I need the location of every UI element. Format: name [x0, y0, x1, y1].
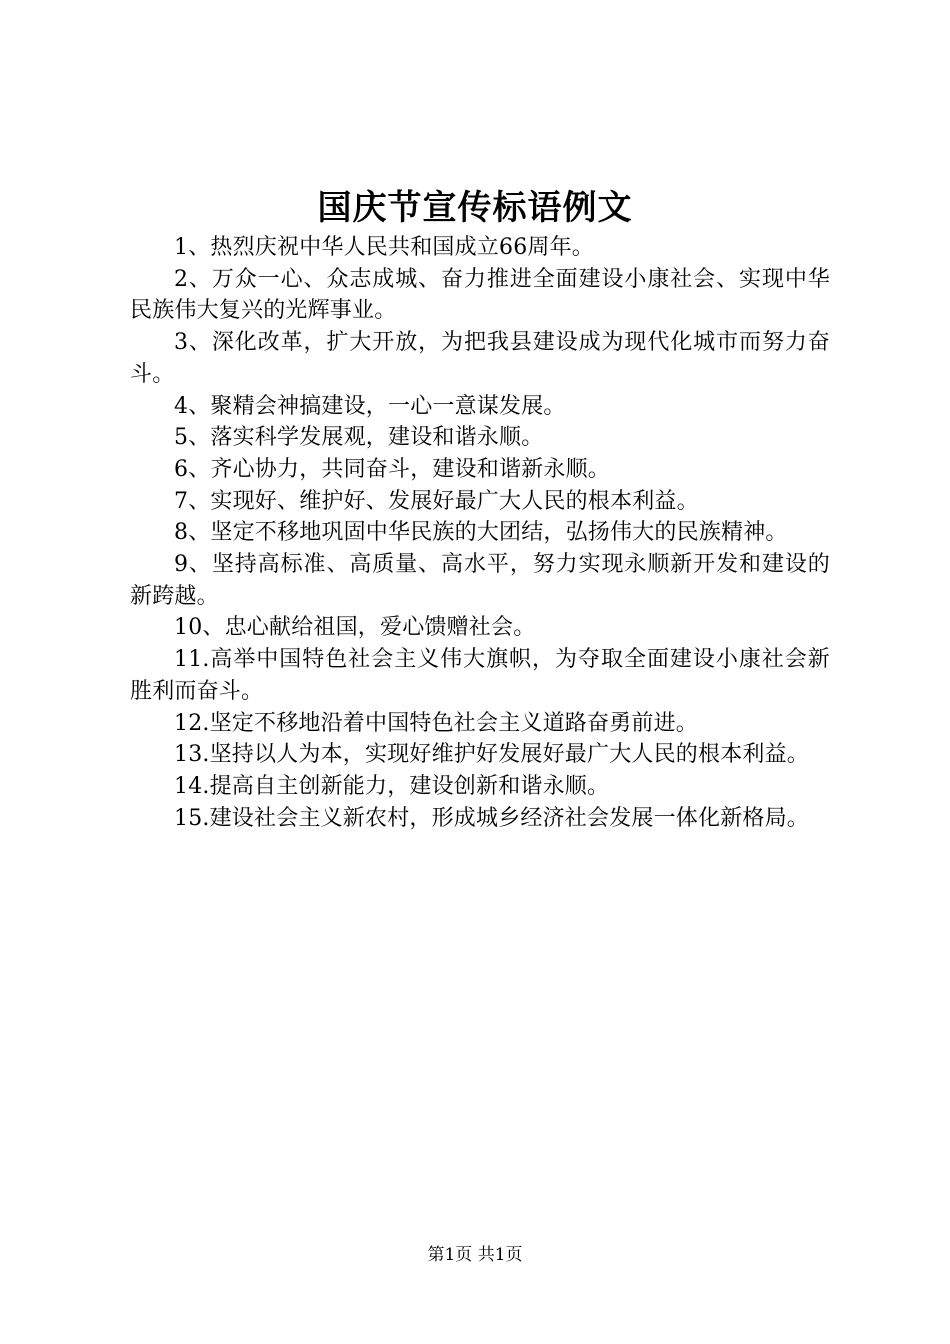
slogan-item: 3、深化改革，扩大开放，为把我县建设成为现代化城市而努力奋斗。	[130, 330, 830, 387]
slogan-list	[130, 232, 830, 834]
page-number-footer: 第1页 共1页	[427, 1245, 523, 1265]
slogan-item: 8、坚定不移地巩固中华民族的大团结，弘扬伟大的民族精神。	[174, 520, 788, 546]
slogan-item: 12.坚定不移地沿着中国特色社会主义道路奋勇前进。	[174, 710, 698, 736]
slogan-item: 13.坚持以人为本，实现好维护好发展好最广大人民的根本利益。	[174, 742, 809, 768]
slogan-item: 5、落实科学发展观，建设和谐永顺。	[174, 425, 544, 451]
slogan-item: 6、齐心协力，共同奋斗，建设和谐新永顺。	[174, 456, 610, 482]
slogan-item: 4、聚精会神搞建设，一心一意谋发展。	[174, 393, 566, 419]
slogan-item: 14.提高自主创新能力，建设创新和谐永顺。	[174, 773, 610, 799]
slogan-item: 15.建设社会主义新农村，形成城乡经济社会发展一体化新格局。	[174, 805, 809, 831]
slogan-item: 7、实现好、维护好、发展好最广大人民的根本利益。	[174, 488, 699, 514]
slogan-item: 11.高举中国特色社会主义伟大旗帜，为夺取全面建设小康社会新胜利而奋斗。	[130, 647, 830, 704]
slogan-item: 9、坚持高标准、高质量、高水平，努力实现永顺新开发和建设的新跨越。	[130, 552, 830, 609]
slogan-item: 1、热烈庆祝中华人民共和国成立66周年。	[174, 235, 594, 260]
slogan-item: 2、万众一心、众志成城、奋力推进全面建设小康社会、实现中华民族伟大复兴的光辉事业。	[130, 266, 830, 324]
slogan-item: 10、忠心献给祖国，爱心馈赠社会。	[174, 615, 536, 641]
document-title: 国庆节宣传标语例文	[317, 188, 633, 228]
